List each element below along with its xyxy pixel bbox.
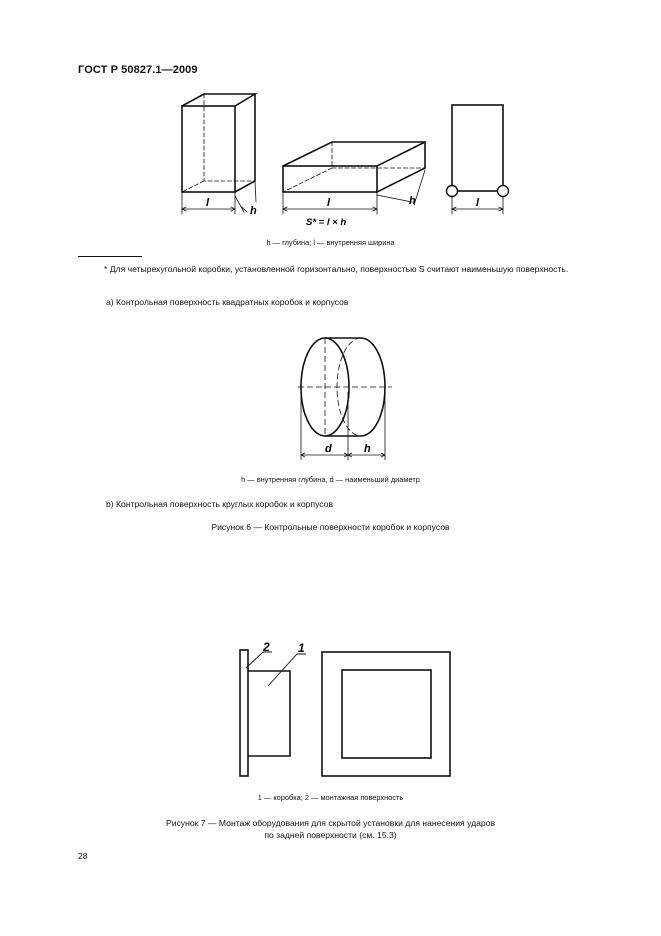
surface-formula: S* = l × h	[306, 217, 347, 228]
box-side-drawing	[248, 671, 290, 756]
tall-box-width-label: l	[206, 197, 210, 209]
figure6b-legend: h — внутренняя глубина, d — наименьший диаметр	[241, 475, 420, 484]
depth-label: h	[364, 443, 371, 455]
tall-box-depth-label: h	[250, 205, 257, 217]
standard-header: ГОСТ Р 50827.1—2009	[78, 64, 198, 76]
label-box: 1	[298, 641, 305, 655]
figure6-title: Рисунок 6 — Контрольные поверхности коробок и корпусов	[211, 522, 450, 532]
figure6a-legend: h — глубина; l — внутренняя ширина	[266, 238, 395, 247]
figure7-legend: 1 — коробка; 2 — монтажная поверхность	[257, 793, 404, 802]
diameter-label: d	[325, 443, 332, 455]
page-number: 28	[78, 851, 88, 861]
front-view-width-label: l	[476, 197, 480, 209]
caption-b: b) Контрольная поверхность круглых коробок и корпусов	[106, 499, 334, 509]
footnote-text: * Для четырехугольной коробки, установленной горизонтально, поверхностью S считают наименьшую поверхность.	[104, 264, 569, 274]
flat-box-depth-label: h	[409, 195, 416, 207]
mounting-surface-drawing	[240, 650, 248, 776]
figure7-title-line2: по задней поверхности (см. 15.3)	[264, 830, 397, 840]
box-front-drawing	[322, 652, 450, 776]
label-mounting-surface: 2	[263, 640, 270, 654]
flat-box-width-label: l	[327, 197, 331, 209]
caption-a: a) Контрольная поверхность квадратных коробок и корпусов	[106, 297, 349, 307]
figure7-title-line1: Рисунок 7 — Монтаж оборудования для скрытой установки для нанесения ударов	[165, 818, 496, 828]
